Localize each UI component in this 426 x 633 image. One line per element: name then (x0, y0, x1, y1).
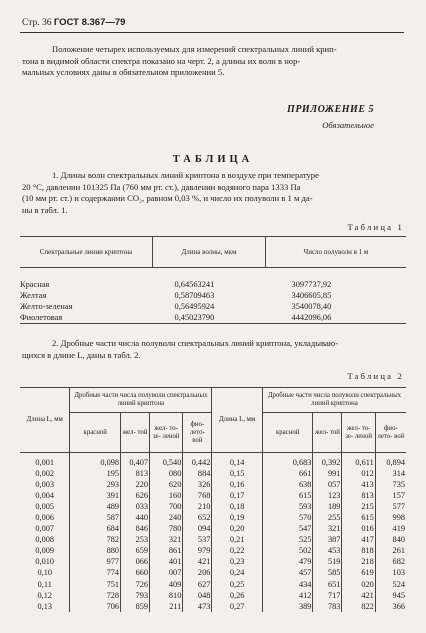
table1-col-lines: Спектральные линии криптона (39, 248, 133, 256)
table-2 (20, 387, 406, 612)
table2-cell: 0,17 (212, 490, 263, 501)
table2-cell: 0,540 (150, 457, 183, 468)
table2-cell: 846 (121, 523, 150, 534)
table2-col-length-right: Длина L, мм (212, 388, 263, 453)
table2-cell: 016 (342, 523, 375, 534)
table2-cell: 366 (375, 601, 406, 612)
table1-cell: 3097737,92 (291, 280, 332, 289)
table1-cell: Желто-зеленая (20, 302, 73, 311)
table-row (20, 545, 406, 556)
table-row (20, 512, 406, 523)
table2-cell: 321 (150, 534, 183, 545)
table2-cell: 0,19 (212, 512, 263, 523)
table-row (20, 556, 406, 567)
table2-cell: 0,010 (35, 557, 55, 567)
table2-cell: 638 (262, 479, 313, 490)
table2-cell: 206 (183, 567, 212, 578)
table2-cell: 945 (375, 590, 406, 601)
para1-line: ны в табл. 1. (22, 204, 68, 215)
table2-cell: 413 (342, 479, 375, 490)
table2-cell: 0,611 (342, 457, 375, 468)
table2-cell: 321 (313, 523, 342, 534)
table2-cell: 261 (375, 545, 406, 556)
table2-cell: 682 (375, 556, 406, 567)
table2-cell: 774 (70, 567, 121, 578)
table2-cell: 822 (342, 601, 375, 612)
paragraph-2 (22, 338, 404, 361)
table2-cell: 0,407 (121, 457, 150, 468)
appendix-subtitle: Обязательное (322, 120, 374, 130)
table2-cell: 0,12 (37, 590, 52, 600)
table2-cell: 417 (342, 534, 375, 545)
table2-cell: 793 (121, 590, 150, 601)
table2-cell: 066 (121, 556, 150, 567)
table2-cell: 0,009 (35, 546, 55, 556)
table2-cell: 0,16 (212, 479, 263, 490)
table2-cell: 615 (262, 490, 313, 501)
table2-cell: 728 (70, 590, 121, 601)
table-row (20, 567, 406, 578)
table1-cell: 0,45023790 (174, 313, 215, 322)
table2-cell: 489 (70, 501, 121, 512)
table2-cell: 0,26 (212, 590, 263, 601)
table2-cell: 293 (70, 479, 121, 490)
table2-cell: 0,006 (35, 512, 55, 522)
table2-cell: 0,442 (183, 457, 212, 468)
table2-cell: 157 (375, 490, 406, 501)
table-1 (20, 236, 406, 324)
table2-cell: 0,25 (212, 579, 263, 590)
table2-cell: 0,392 (313, 457, 342, 468)
table-row (20, 490, 406, 501)
table1-cell: Фиолетовая (20, 313, 63, 322)
para1-line: (10 мм рт. ст.) и содержании CO₂, равном 0,03 %, и число их полуволн в 1 м да- (22, 193, 313, 203)
table1-cell: 0,58709463 (174, 291, 215, 300)
table2-cell: 0,24 (212, 567, 263, 578)
table2-cell: 012 (342, 468, 375, 479)
table2-cell: 020 (342, 579, 375, 590)
table2-col-length-left: Длина L, мм (26, 416, 63, 423)
table2-cell: 780 (150, 523, 183, 534)
table1-cell: Желтая (20, 291, 47, 300)
col-yellow: жел- той (121, 413, 150, 453)
table2-cell: 0,894 (375, 457, 406, 468)
table2-cell: 0,22 (212, 545, 263, 556)
table-row (20, 601, 406, 612)
col-violet: фио- лето- вой (375, 413, 406, 453)
table-row (20, 523, 406, 534)
table2-group-header-left: Дробные части числа полуволн спектральных линий криптона (70, 388, 212, 413)
table-row (20, 579, 406, 590)
table2-cell: 0,14 (212, 457, 263, 468)
table2-cell: 195 (70, 468, 121, 479)
table2-cell: 0,23 (212, 556, 263, 567)
table2-cell: 211 (150, 601, 183, 612)
table2-cell: 782 (70, 534, 121, 545)
table-row (20, 468, 406, 479)
table2-cell: 389 (262, 601, 313, 612)
table2-cell: 253 (121, 534, 150, 545)
table1-cell: 4442096,06 (291, 313, 332, 322)
col-yellow-green: жел- то-зе- леной (342, 413, 375, 453)
table2-cell: 048 (183, 590, 212, 601)
table2-cell: 0,21 (212, 534, 263, 545)
paragraph-1 (22, 170, 404, 216)
table2-cell: 080 (150, 468, 183, 479)
para2-line: 2. Дробные части числа полуволн спектральных линий криптона, укладываю- (52, 338, 339, 348)
table2-cell: 859 (121, 601, 150, 612)
table2-cell: 094 (183, 523, 212, 534)
table2-cell: 547 (262, 523, 313, 534)
table2-cell: 0,003 (35, 479, 55, 489)
table2-cell: 991 (313, 468, 342, 479)
table2-cell: 0,27 (212, 601, 263, 612)
table2-cell: 421 (342, 590, 375, 601)
table2-cell: 726 (121, 579, 150, 590)
table2-cell: 419 (375, 523, 406, 534)
table2-cell: 479 (262, 556, 313, 567)
table2-cell: 391 (70, 490, 121, 501)
table1-cell: 3406605,85 (291, 291, 332, 300)
header-rule (20, 32, 404, 33)
table2-cell: 240 (150, 512, 183, 523)
table2-cell: 0,001 (35, 457, 55, 467)
table2-cell: 593 (262, 501, 313, 512)
table2-cell: 615 (342, 512, 375, 523)
table2-cell: 409 (150, 579, 183, 590)
appendix-title: ПРИЛОЖЕНИЕ 5 (287, 104, 374, 115)
intro-line: Положение четырех используемых для измерений спектральных линий крип- (52, 44, 337, 54)
table2-cell: 700 (150, 501, 183, 512)
table2-cell: 751 (70, 579, 121, 590)
para1-line: 1. Длины волн спектральных линий криптона в воздухе при температуре (52, 170, 319, 180)
table2-cell: 651 (313, 579, 342, 590)
table2-cell: 0,13 (37, 601, 52, 611)
table2-cell: 0,18 (212, 501, 263, 512)
table2-cell: 255 (313, 512, 342, 523)
table2-cell: 735 (375, 479, 406, 490)
table2-cell: 659 (121, 545, 150, 556)
table2-cell: 412 (262, 590, 313, 601)
table2-cell: 0,11 (37, 579, 52, 589)
table2-cell: 652 (183, 512, 212, 523)
table2-cell: 585 (313, 567, 342, 578)
col-red: красной (262, 413, 313, 453)
table1-header-row (20, 237, 406, 268)
table-row (20, 301, 406, 312)
table2-cell: 661 (262, 468, 313, 479)
table2-cell: 813 (342, 490, 375, 501)
table-row (20, 290, 406, 301)
table2-cell: 626 (121, 490, 150, 501)
table2-cell: 453 (313, 545, 342, 556)
table2-group-header-right: Дробные части числа полуволн спектральных линий криптона (262, 388, 406, 413)
table2-cell: 570 (262, 512, 313, 523)
col-red: красной (70, 413, 121, 453)
table2-cell: 717 (313, 590, 342, 601)
table2-cell: 998 (375, 512, 406, 523)
table2-cell: 537 (183, 534, 212, 545)
page-header (22, 17, 125, 28)
table2-cell: 620 (150, 479, 183, 490)
table2-label: Таблица 2 (347, 371, 404, 381)
table2-cell: 220 (121, 479, 150, 490)
table2-cell: 387 (313, 534, 342, 545)
table2-cell: 0,007 (35, 524, 55, 534)
intro-line: мальных условиях даны в обязательном приложении 5. (22, 67, 225, 77)
table2-cell: 0,10 (37, 568, 52, 578)
table2-cell: 189 (313, 501, 342, 512)
table1-cell: 3540078,40 (291, 302, 332, 311)
table2-cell: 103 (375, 567, 406, 578)
table2-cell: 840 (375, 534, 406, 545)
col-yellow-green: жел- то-зе- леной (150, 413, 183, 453)
table2-cell: 215 (342, 501, 375, 512)
table2-cell: 979 (183, 545, 212, 556)
table1-label: Таблица 1 (347, 222, 404, 232)
table2-cell: 525 (262, 534, 313, 545)
table2-cell: 0,004 (35, 490, 55, 500)
table2-cell: 519 (313, 556, 342, 567)
table1-cell: Красная (20, 280, 50, 289)
table2-cell: 577 (375, 501, 406, 512)
table2-cell: 0,20 (212, 523, 263, 534)
table2-cell: 0,15 (212, 468, 263, 479)
table2-cell: 627 (183, 579, 212, 590)
table-row (20, 457, 406, 468)
table2-cell: 0,008 (35, 535, 55, 545)
table1-col-wavelength: Длина волны, мкм (153, 237, 266, 268)
table2-cell: 218 (342, 556, 375, 567)
table2-cell: 706 (70, 601, 121, 612)
table2-cell: 007 (150, 567, 183, 578)
table2-cell: 434 (262, 579, 313, 590)
table1-col-halfwaves: Число полуволн в 1 м (266, 237, 407, 268)
para1-line: 20 °С, давлении 101325 Па (760 мм рт. ст.), давлении водяного пара 1333 Па (22, 181, 301, 192)
table2-cell: 440 (121, 512, 150, 523)
table-row (20, 501, 406, 512)
table2-cell: 0,683 (262, 457, 313, 468)
table2-cell: 473 (183, 601, 212, 612)
table-row (20, 479, 406, 490)
table2-cell: 818 (342, 545, 375, 556)
intro-line: тона в видимой области спектра показано на черт. 2, а длины их волн в нор- (22, 55, 301, 66)
table2-cell: 684 (70, 523, 121, 534)
table2-cell: 0,098 (70, 457, 121, 468)
table2-cell: 813 (121, 468, 150, 479)
table2-cell: 210 (183, 501, 212, 512)
table2-cell: 0,002 (35, 468, 55, 478)
table2-cell: 977 (70, 556, 121, 567)
table2-cell: 401 (150, 556, 183, 567)
table2-header-row (20, 388, 406, 413)
table2-cell: 810 (150, 590, 183, 601)
table2-cell: 524 (375, 579, 406, 590)
table2-cell: 0,005 (35, 501, 55, 511)
page-number: Стр. 36 (22, 18, 52, 28)
table2-cell: 502 (262, 545, 313, 556)
table2-cell: 880 (70, 545, 121, 556)
col-yellow: жел- той (313, 413, 342, 453)
table2-cell: 421 (183, 556, 212, 567)
table2-cell: 783 (313, 601, 342, 612)
table-row (20, 534, 406, 545)
intro-paragraph (22, 44, 404, 79)
table1-cell: 0,64563241 (174, 280, 215, 289)
table2-cell: 057 (313, 479, 342, 490)
table2-cell: 123 (313, 490, 342, 501)
table2-cell: 160 (150, 490, 183, 501)
table2-body (20, 453, 406, 612)
table-row (20, 590, 406, 601)
table2-cell: 861 (150, 545, 183, 556)
para2-line: щихся в длине L, даны в табл. 2. (22, 349, 141, 360)
table2-cell: 587 (70, 512, 121, 523)
table-row (20, 312, 406, 324)
standard-code: ГОСТ 8.367—79 (53, 17, 126, 28)
table2-cell: 457 (262, 567, 313, 578)
col-violet: фио- лето- вой (183, 413, 212, 453)
section-title: ТАБЛИЦА (172, 154, 254, 165)
table-row (20, 279, 406, 290)
table2-cell: 314 (375, 468, 406, 479)
table1-cell: 0,56495924 (174, 302, 215, 311)
table2-cell: 884 (183, 468, 212, 479)
table2-cell: 033 (121, 501, 150, 512)
table2-cell: 768 (183, 490, 212, 501)
table2-cell: 660 (121, 567, 150, 578)
table2-cell: 326 (183, 479, 212, 490)
table2-cell: 619 (342, 567, 375, 578)
